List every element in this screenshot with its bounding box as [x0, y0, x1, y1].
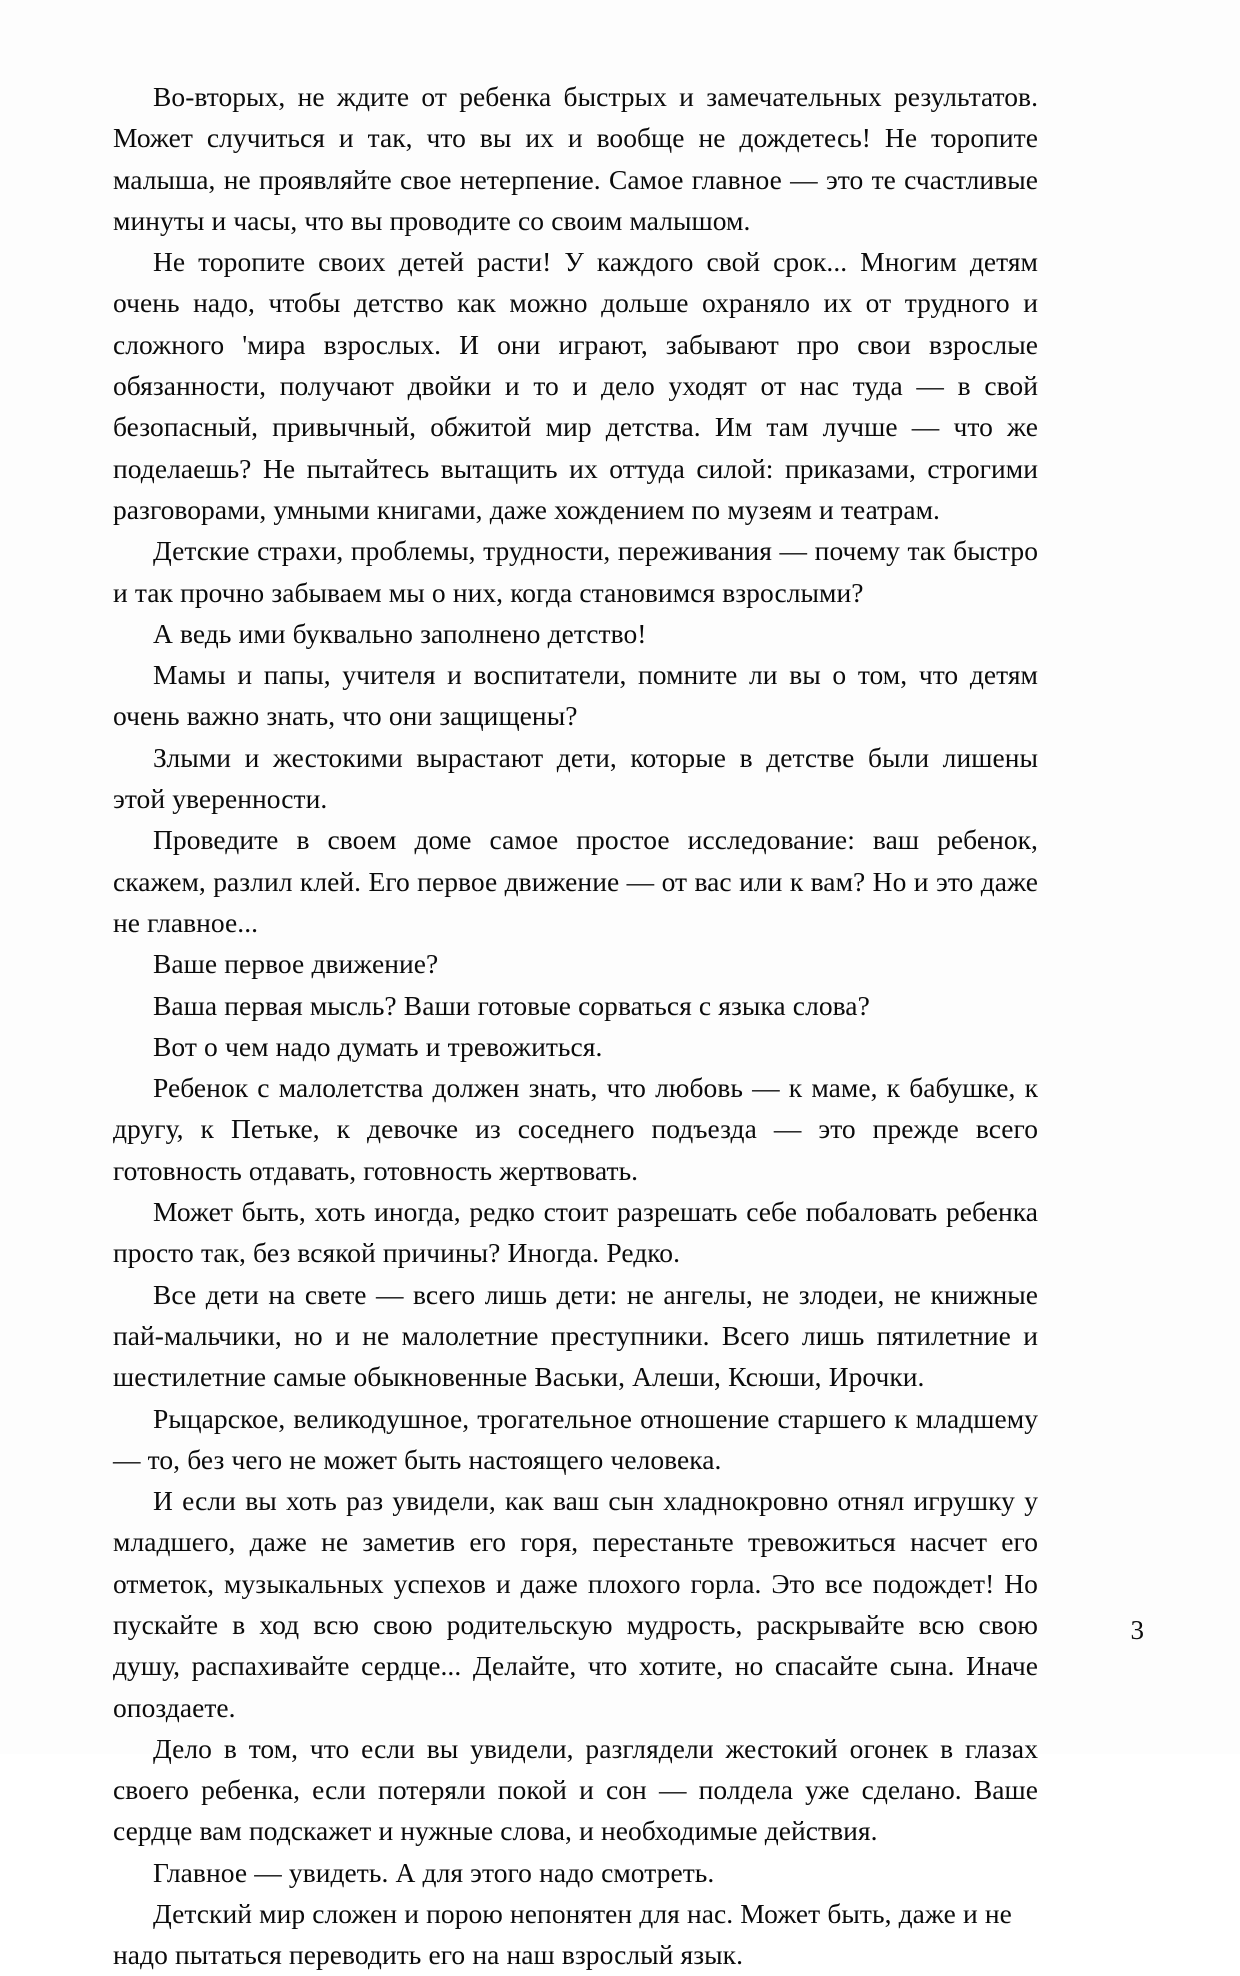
paragraph: Главное — увидеть. А для этого надо смотреть.	[153, 1856, 715, 1888]
paragraph: Вот о чем надо думать и тревожиться.	[153, 1030, 603, 1062]
paragraph: Во-вторых, не ждите от ребенка быстрых и замечательных результатов. Может случиться и так, что вы их и вообще не дождетесь! Не торопите малыша, не проявляйте свое нетерпение. Самое главное — это те счастливые минуты и часы, что вы проводите со своим малышом.	[113, 81, 1038, 236]
paragraph: Все дети на свете — всего лишь дети: не ангелы, не злодеи, не книжные пай-мальчики, но и не малолетние преступники. Всего лишь пятилетние и шестилетние самые обыкновенные Васьки, Алеши, Ксюши, Ирочки.	[113, 1278, 1038, 1393]
paragraph: Рыцарское, великодушное, трогательное отношение старшего к младшему — то, без чего не может быть настоящего человека.	[113, 1402, 1038, 1475]
paragraph: Может быть, хоть иногда, редко стоит разрешать себе побаловать ребенка просто так, без всякой причины? Иногда. Редко.	[113, 1196, 1038, 1269]
paragraph: Не торопите своих детей расти! У каждого свой срок... Многим детям очень надо, чтобы детство как можно дольше охраняло их от трудного и сложного 'мира взрослых. И они играют, забывают про свои взрослые обязанности, получают двойки и то и дело уходят от нас туда — в свой безопасный, привычный, обжитой мир детства. Им там лучше — что же поделаешь? Не пытайтесь вытащить их оттуда силой: приказами, строгими разговорами, умными книгами, даже хождением по музеям и театрам.	[113, 246, 1038, 525]
paragraph: Ваша первая мысль? Ваши готовые сорваться с языка слова?	[153, 989, 870, 1021]
paragraph: Детский мир сложен и порою непонятен для нас. Может быть, даже и не надо пытаться переводить его на наш взрослый язык.	[113, 1898, 1012, 1971]
paragraph: Мамы и папы, учителя и воспитатели, помните ли вы о том, что детям очень важно знать, что они защищены?	[113, 659, 1038, 732]
paragraph: Ваше первое движение?	[153, 948, 439, 980]
body-text-column	[113, 76, 1038, 1976]
page-number: 3	[1130, 1615, 1144, 1645]
paragraph: И если вы хоть раз увидели, как ваш сын хладнокровно отнял игрушку у младшего, даже не заметив его горя, перестаньте тревожиться насчет его отметок, музыкальных успехов и даже плохого горла. Это все подождет! Но пускайте в ход всю свою родительскую мудрость, раскрывайте всю свою душу, распахивайте сердце... Делайте, что хотите, но спасайте сына. Иначе опоздаете.	[113, 1485, 1038, 1723]
paragraph: Ребенок с малолетства должен знать, что любовь — к маме, к бабушке, к другу, к Петьке, к девочке из соседнего подъезда — это прежде всего готовность отдавать, готовность жертвовать.	[113, 1072, 1038, 1186]
paragraph: Детские страхи, проблемы, трудности, переживания — почему так быстро и так прочно забываем мы о них, когда становимся взрослыми?	[113, 535, 1038, 608]
paragraph: А ведь ими буквально заполнено детство!	[153, 617, 647, 649]
paragraph: Дело в том, что если вы увидели, разглядели жестокий огонек в глазах своего ребенка, если потеряли покой и сон — полдела уже сделано. Ваше сердце вам подскажет и нужные слова, и необходимые действия.	[113, 1732, 1038, 1847]
paragraph: Проведите в своем доме самое простое исследование: ваш ребенок, скажем, разлил клей. Его первое движение — от вас или к вам? Но и это даже не главное...	[113, 824, 1038, 938]
paragraph: Злыми и жестокими вырастают дети, которые в детстве были лишены этой уверенности.	[113, 741, 1038, 815]
